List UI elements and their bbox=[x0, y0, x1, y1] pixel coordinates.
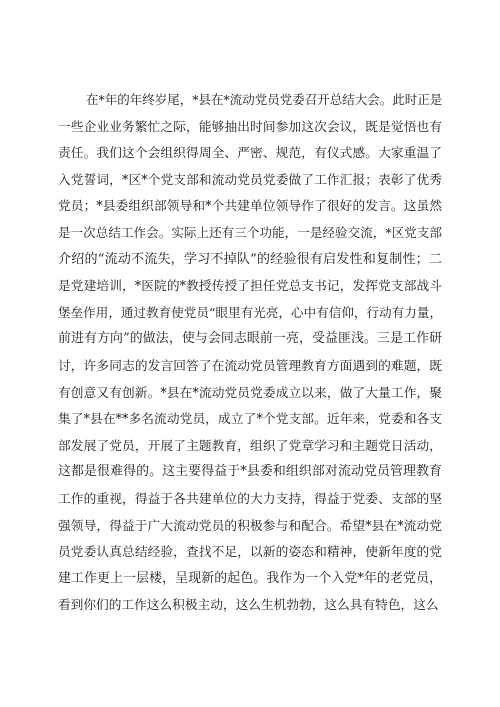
text-line: 是党建培训，*医院的*教授传授了担任党总支书记，发挥党支部战斗 bbox=[58, 278, 442, 294]
text-line: 入党誓词，*区*个党支部和流动党员党委做了工作汇报；表彰了优秀 bbox=[58, 171, 442, 187]
text-line: 一些企业业务繁忙之际，能够抽出时间参加这次会议，既是觉悟也有 bbox=[58, 118, 442, 134]
text-line: 建工作更上一层楼，呈现新的起色。我作为一个入党*年的老党员， bbox=[58, 570, 442, 586]
text-line: 工作的重视，得益于各共建单位的大力支持，得益于党委、支部的坚 bbox=[58, 490, 442, 506]
text-line: 讨，许多同志的发言回答了在流动党员管理教育方面遇到的难题，既 bbox=[58, 357, 442, 373]
text-line: 前进有方向”的做法，使与会同志眼前一亮，受益匪浅。三是工作研 bbox=[58, 331, 442, 347]
text-line: 看到你们的工作这么积极主动，这么生机勃勃，这么具有特色，这么 bbox=[58, 597, 439, 613]
text-line: 介绍的“流动不流失，学习不掉队”的经验很有启发性和复制性；二 bbox=[58, 251, 442, 267]
body-paragraph bbox=[58, 87, 442, 619]
text-line: 集了*县在**多名流动党员，成立了*个党支部。近年来，党委和各支 bbox=[58, 411, 442, 427]
text-line: 在*年的年终岁尾，*县在*流动党员党委召开总结大会。此时正是 bbox=[86, 92, 443, 107]
text-line: 是一次总结工作会。实际上还有三个功能，一是经验交流，*区党支部 bbox=[58, 224, 442, 240]
text-line: 责任。我们这个会组织得周全、严密、规范，有仪式感。大家重温了 bbox=[58, 145, 442, 161]
text-line: 部发展了党员，开展了主题教育，组织了党章学习和主题党日活动， bbox=[58, 437, 442, 453]
text-line: 员党委认真总结经验，查找不足，以新的姿态和精神，使新年度的党 bbox=[58, 544, 442, 560]
text-line: 有创意又有创新。*县在*流动党员党委成立以来，做了大量工作，聚 bbox=[58, 384, 442, 400]
text-line: 这都是很难得的。这主要得益于*县委和组织部对流动党员管理教育 bbox=[58, 464, 442, 480]
text-line: 堡垒作用，通过教育使党员“眼里有光亮，心中有信仰，行动有力量， bbox=[58, 304, 442, 320]
text-line: 强领导，得益于广大流动党员的积极参与和配合。希望*县在*流动党 bbox=[58, 517, 442, 533]
text-line: 党员；*县委组织部领导和*个共建单位领导作了很好的发言。这虽然 bbox=[58, 198, 442, 214]
